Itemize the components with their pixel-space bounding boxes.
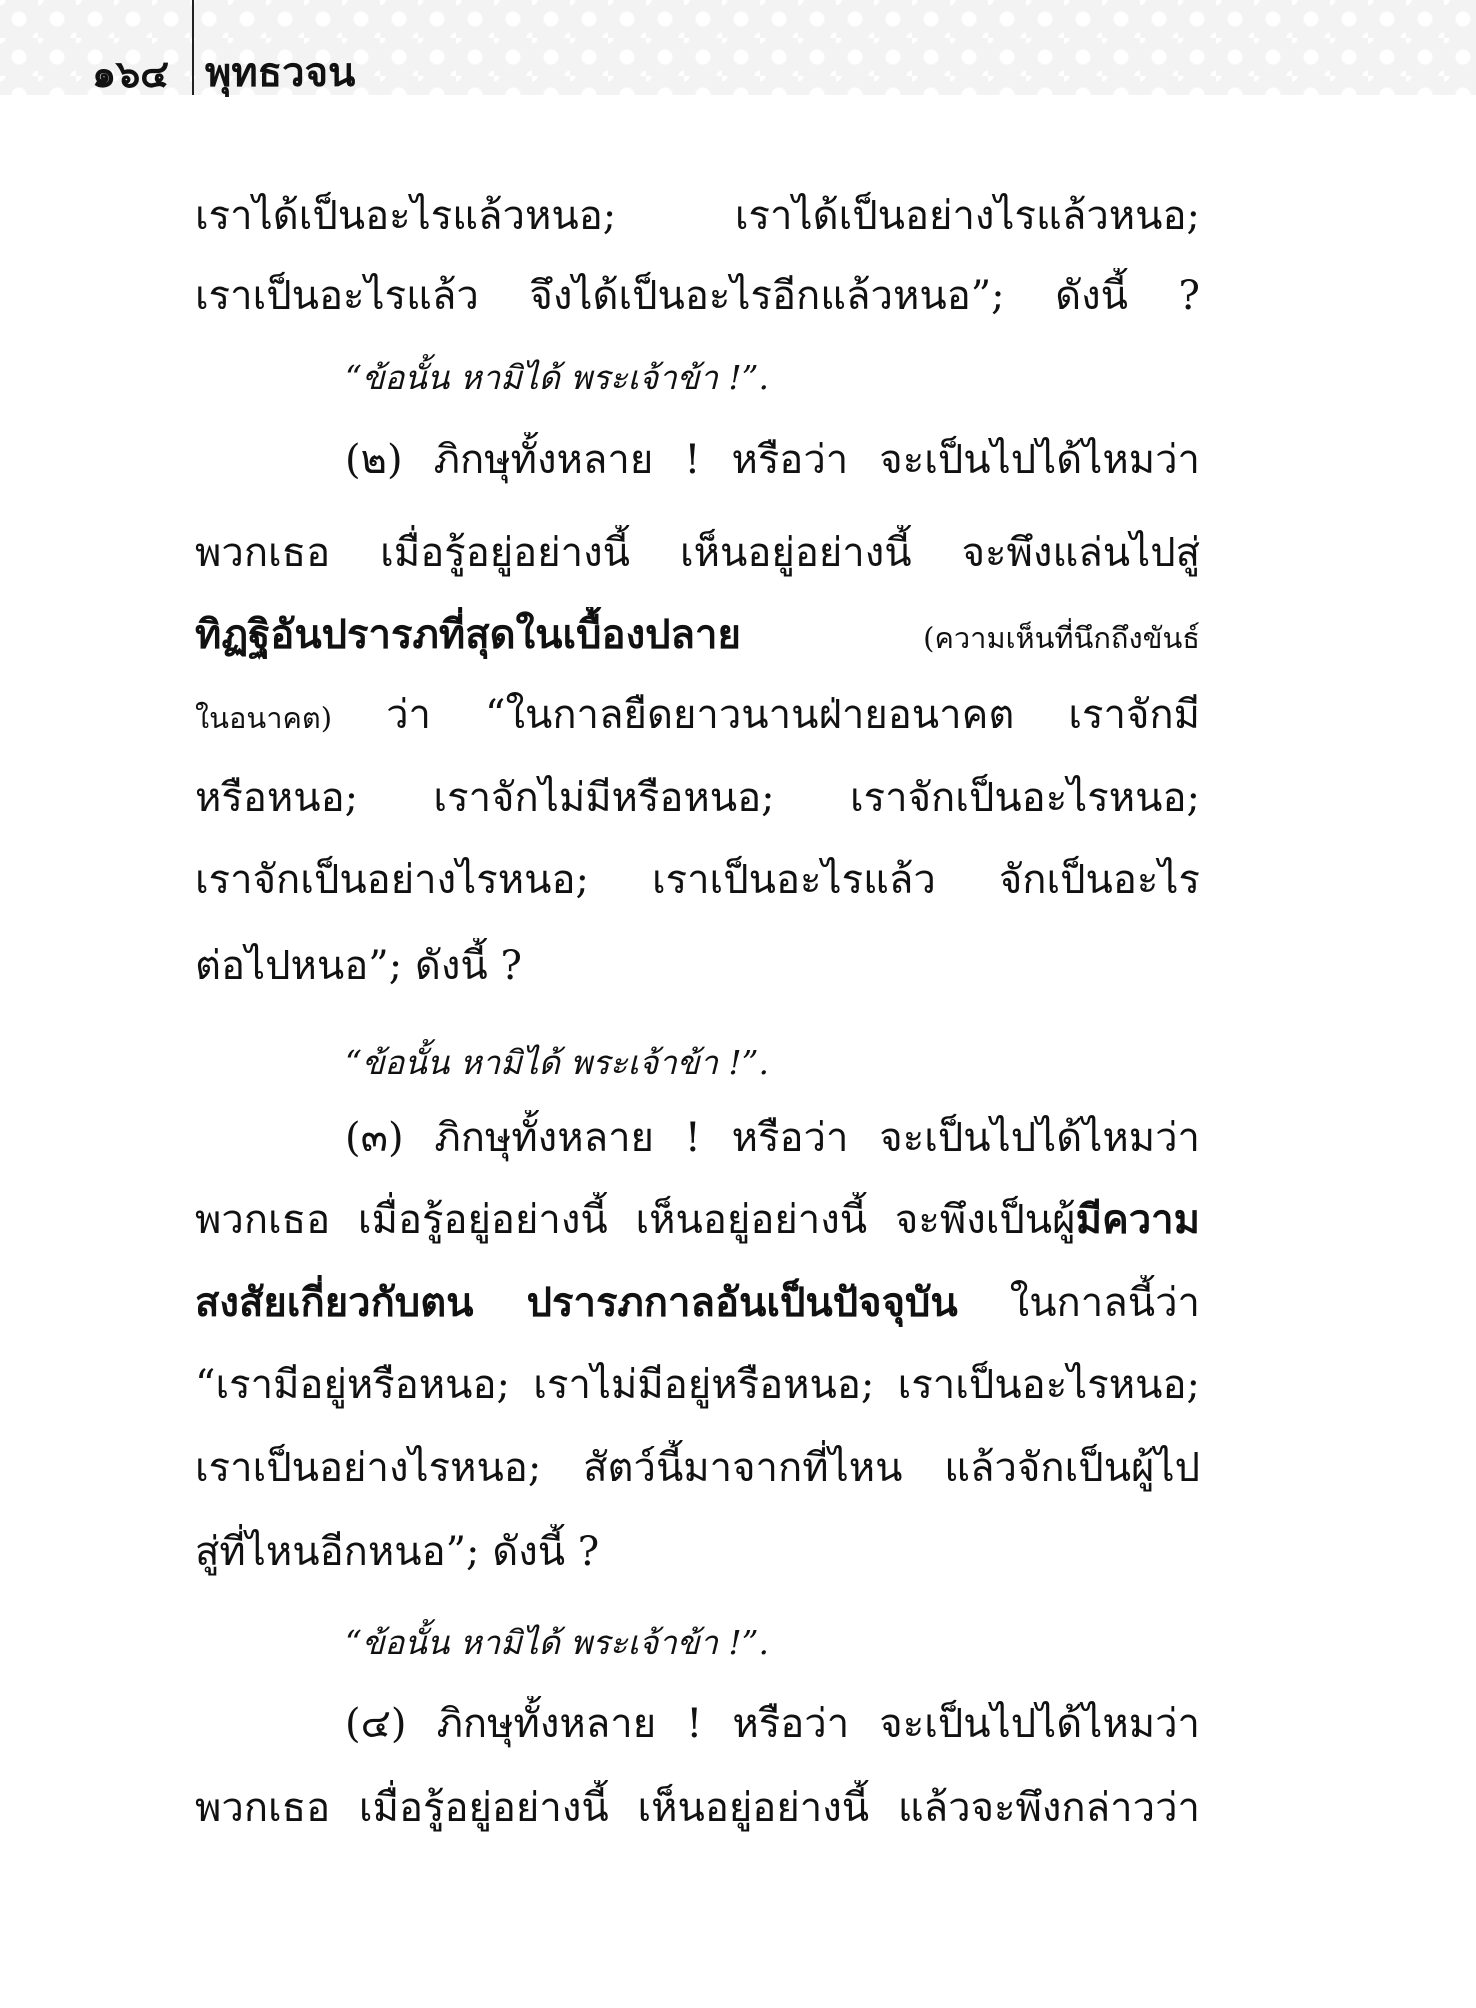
text-line: ในอนาคต) ว่า “ในกาลยืดยาวนานฝ่ายอนาคต เราจักมี [195,692,1200,738]
text-line: เราเป็นอย่างไรหนอ; สัตว์นี้มาจากที่ไหน แล้วจักเป็นผู้ไป [195,1445,1200,1491]
reply-line: “ข้อนั้น หามิได้ พระเจ้าข้า !”. [345,358,769,397]
page-number: ๑๖๔ [92,51,170,96]
running-title: พุทธวจน [205,49,356,96]
gloss-text: ในอนาคต) [195,701,333,735]
text-line: พวกเธอ เมื่อรู้อยู่อย่างนี้ เห็นอยู่อย่างนี้ แล้วจะพึงกล่าวว่า [195,1785,1200,1831]
reply-line: “ข้อนั้น หามิได้ พระเจ้าข้า !”. [345,1043,769,1082]
text-line: เราจักเป็นอย่างไรหนอ; เราเป็นอะไรแล้ว จักเป็นอะไร [195,857,1200,903]
text-line: พวกเธอ เมื่อรู้อยู่อย่างนี้ เห็นอยู่อย่างนี้ จะพึงเป็นผู้มีความ [195,1196,1200,1243]
emphasis-text: ทิฏฐิอันปรารภที่สุดในเบื้องปลาย [195,611,741,658]
text-line: เราเป็นอะไรแล้ว จึงได้เป็นอะไรอีกแล้วหนอ”; ดังนี้ ? [195,273,1200,319]
paragraph-4-first-line: (๔) ภิกษุทั้งหลาย ! หรือว่า จะเป็นไปได้ไหมว่า [345,1701,1200,1747]
gloss-text: (ความเห็นที่นึกถึงขันธ์ [923,621,1200,655]
text-line: หรือหนอ; เราจักไม่มีหรือหนอ; เราจักเป็นอะไรหนอ; [195,775,1200,821]
text-line: สู่ที่ไหนอีกหนอ”; ดังนี้ ? [195,1529,600,1575]
text-line: พวกเธอ เมื่อรู้อยู่อย่างนี้ เห็นอยู่อย่างนี้ จะพึงแล่นไปสู่ [195,530,1200,576]
text-line: ต่อไปหนอ”; ดังนี้ ? [195,943,522,989]
text-line: สงสัยเกี่ยวกับตน ปรารภกาลอันเป็นปัจจุบัน ในกาลนี้ว่า [195,1279,1200,1326]
text-line: เราได้เป็นอะไรแล้วหนอ; เราได้เป็นอย่างไรแล้วหนอ; [195,193,1200,239]
text-line: “เรามีอยู่หรือหนอ; เราไม่มีอยู่หรือหนอ; เราเป็นอะไรหนอ; [195,1362,1200,1408]
header-divider [192,0,194,95]
reply-line: “ข้อนั้น หามิได้ พระเจ้าข้า !”. [345,1623,769,1662]
paragraph-2-first-line: (๒) ภิกษุทั้งหลาย ! หรือว่า จะเป็นไปได้ไหมว่า [345,437,1200,483]
emphasis-text: มีความ [1075,1196,1200,1243]
paragraph-3-first-line: (๓) ภิกษุทั้งหลาย ! หรือว่า จะเป็นไปได้ไหมว่า [345,1115,1200,1161]
emphasis-text: สงสัยเกี่ยวกับตน ปรารภกาลอันเป็นปัจจุบัน [195,1279,958,1326]
text-line [195,607,1200,666]
